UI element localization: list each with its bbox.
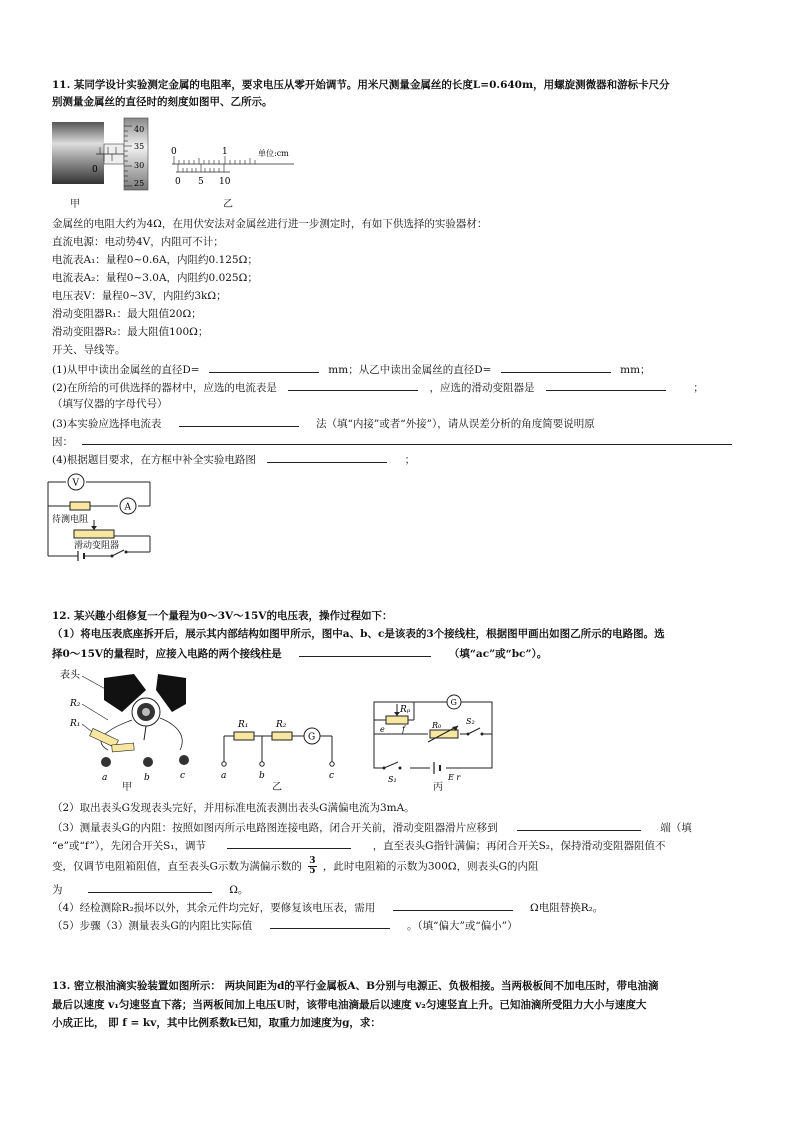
q11-part1: (1)从甲中读出金属丝的直径D= mm；从乙中读出金属丝的直径D= mm； [52,361,651,378]
terminal-a: a [102,773,108,783]
q12-fig-yi-label: 乙 [272,782,282,793]
q11-part3: (3)本实验应选择电流表 法（填“内接”或者“外接”），请从误差分析的角度简要说明原 [52,415,595,432]
answer-blank-bias[interactable] [270,917,390,929]
q11-circuit-diagram [40,470,160,566]
micrometer-tick-40: 40 [134,125,145,134]
answer-blank-reason[interactable] [82,433,732,445]
bing-rp: Rₚ [400,705,411,715]
micrometer-figure [52,116,152,196]
micrometer-tick-35: 35 [134,142,145,151]
answer-blank-internal-resistance[interactable] [88,881,212,893]
answer-blank-replacement[interactable] [393,899,513,911]
answer-blank-rheostat[interactable] [546,379,666,391]
q13-line1: 13. 密立根油滴实验装置如图所示： 两块间距为d的平行金属板A、B分别与电源正、负极相接。当两极板间不加电压时，带电油滴 [52,980,659,992]
yi-c: c [329,771,335,781]
bing-f: f [402,725,405,734]
yi-r1: R₁ [238,720,249,730]
q12-part4: （4）经检测除R₂损坏以外，其余元件均完好，要修复该电压表，需用 Ω电阻替换R₂。 [52,899,603,916]
vernier-unit: 单位:cm [258,149,289,158]
meter-head-label: 表头 [60,670,80,681]
q12-fig-bing [364,690,504,782]
q11-part3-reason: 因： [52,433,732,450]
equipment-item: 直流电源：电动势4V，内阻可不计； [52,236,224,248]
q12-part1-line2: 择0～15V的量程时，应接入电路的两个接线柱是 （填“ac”或“bc”）。 [52,645,547,662]
q12-part3-line3: 变，仅调节电阻箱阻值，直至表头G示数为满偏示数的 $\frac{3}{5}$ ，此时电阻箱的示数为300Ω，则表头G的内阻 [52,856,539,876]
ammeter-symbol: A [124,502,131,513]
answer-blank-ammeter[interactable] [288,379,418,391]
q11-intro-line2: 别测量金属丝的直径时的刻度如图甲、乙所示。 [52,96,273,108]
resistor-label: 待测电阻 [52,515,89,525]
equipment-item: 滑动变阻器R₁：最大阻值20Ω； [52,308,202,320]
q11-part2: (2)在所给的可供选择的器材中，应选的电流表是 ，应选的滑动变阻器是 ； [52,379,704,396]
q12-part5: （5）步骤（3）测量表头G的内阻比实际值 。（填“偏大”或“偏小”） [52,917,518,934]
q11-part2-note: （填写仪器的字母代号） [52,398,168,410]
bing-r0: R₀ [432,721,442,730]
q11-intro-line1: 11. 某同学设计实验测定金属的电阻率，要求电压从零开始调节。用米尺测量金属丝的长度L=0.640m，用螺旋测微器和游标卡尺分 [52,79,670,91]
vernier-v-0: 0 [175,177,181,187]
q12-part3-line1: （3）测量表头G的内阻：按照如图丙所示电路图连接电路，闭合开关前，滑动变阻器滑片应移到 端（填 [52,819,692,836]
bing-e: e [380,725,385,734]
terminal-c: c [180,771,186,781]
answer-blank-micrometer[interactable] [209,361,319,373]
equipment-item: 电流表A₁：量程0~0.6A，内阻约0.125Ω； [52,254,258,266]
equipment-item: 电流表A₂：量程0~3.0A，内阻约0.025Ω； [52,272,258,284]
vernier-main-1: 1 [222,147,228,157]
vernier-main-0: 0 [171,147,177,157]
vernier-v-5: 5 [198,177,204,187]
q13-line2: 最后以速度 v₁匀速竖直下落；当两板间加上电压U时，该带电油滴最后以速度 v₂匀速竖直上升。已知油滴所受阻力大小与速度大 [52,999,647,1011]
answer-blank-circuit[interactable] [267,451,387,463]
q12-fig-jia-label: 甲 [122,782,132,793]
micrometer-tick-30: 30 [134,161,145,170]
r1-label: R₁ [70,719,81,729]
yi-r2: R₂ [276,720,287,730]
bing-g: G [450,698,457,707]
fraction: $\frac{3}{5}$ [309,856,316,876]
bing-er: E r [448,773,461,782]
yi-a: a [221,771,227,781]
q11-fig-jia-label: 甲 [70,199,80,210]
q12-fig-yi [214,712,344,782]
q11-resist-line: 金属丝的电阻大约为4Ω，在用伏安法对金属丝进行进一步测定时，有如下供选择的实验器材： [52,218,488,230]
q12-intro: 12. 某兴趣小组修复一个量程为0～3V～15V的电压表，操作过程如下： [52,610,393,622]
answer-blank-vernier[interactable] [501,361,611,373]
q12-fig-bing-label: 丙 [433,782,443,793]
q11-fig-yi-label: 乙 [223,199,233,210]
q12-part2: （2）取出表头G发现表头完好，并用标准电流表测出表头G满偏电流为3mA。 [52,802,415,814]
equipment-item: 滑动变阻器R₂：最大阻值100Ω； [52,326,209,338]
vernier-figure [168,142,308,194]
bing-s1: S₁ [388,775,397,782]
equipment-item: 电压表V：量程0~3V，内阻约3kΩ； [52,290,227,302]
yi-b: b [259,771,265,781]
answer-blank-terminals[interactable] [299,645,431,657]
r2-label: R₂ [70,699,81,709]
galvanometer-symbol: G [308,732,316,743]
micrometer-zero: 0 [92,165,98,175]
voltmeter-symbol: V [72,478,79,489]
q11-part4: (4)根据题目要求，在方框中补全实验电路图 ； [52,451,415,468]
q12-part1-line1: （1）将电压表底座拆开后，展示其内部结构如图甲所示，图中a、b、c是该表的3个接线柱，根据图甲画出如图乙所示的电路图。选 [52,628,665,640]
answer-blank-slider-end[interactable] [517,819,641,831]
bing-s2: S₂ [466,717,475,726]
equipment-item: 开关、导线等。 [52,344,126,356]
answer-blank-connection[interactable] [179,415,299,427]
q13-line3: 小成正比， 即 f = kv，其中比例系数k已知，取重力加速度为g，求： [52,1017,381,1029]
rheostat-label: 滑动变阻器 [74,541,120,551]
vernier-v-10: 10 [219,177,231,187]
answer-blank-adjust[interactable] [227,837,351,849]
micrometer-tick-25: 25 [134,179,145,188]
q12-fig-jia [60,668,200,788]
terminal-b: b [144,773,150,783]
q12-part3-line2: “e”或“f”），先闭合开关S₁，调节 ，直至表头G指针满偏；再闭合开关S₂，保持滑动变阻器阻值不 [52,837,665,854]
q12-part3-line4: 为 Ω。 [52,881,248,898]
